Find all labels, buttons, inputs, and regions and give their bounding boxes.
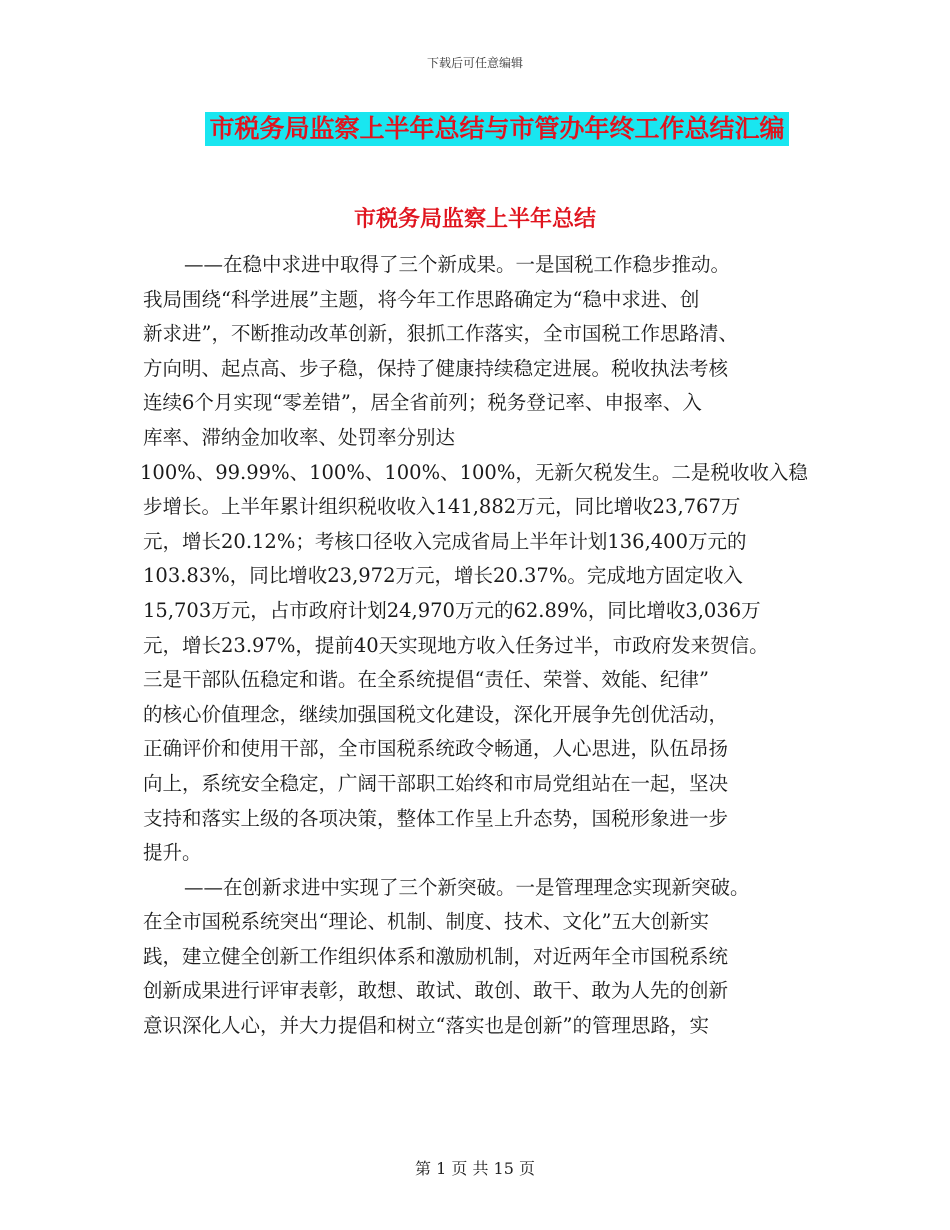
paragraph-line: 15,703万元，占市政府计划24,970万元的62.89%，同比增收3,036万 xyxy=(143,598,761,622)
paragraph-line: 我局围绕“科学进展”主题，将今年工作思路确定为“稳中求进、创 xyxy=(143,287,700,311)
paragraph-line: 支持和落实上级的各项决策，整体工作呈上升态势，国税形象进一步 xyxy=(143,806,729,830)
paragraph-line: 的核心价值理念，继续加强国税文化建设，深化开展争先创优活动， xyxy=(143,702,729,726)
paragraph-line: 创新成果进行评审表彰，敢想、敢试、敢创、敢干、敢为人先的创新 xyxy=(143,979,729,1003)
paragraph-line: 库率、滞纳金加收率、处罚率分别达 xyxy=(143,425,456,449)
paragraph-line: ——在稳中求进中取得了三个新成果。一是国税工作稳步推动。 xyxy=(184,253,731,276)
paragraph-line: 三是干部队伍稳定和谐。在全系统提倡“责任、荣誉、效能、纪律” xyxy=(143,668,709,692)
paragraph-line: 正确评价和使用干部，全市国税系统政令畅通，人心思进，队伍昂扬 xyxy=(143,737,729,761)
paragraph-line: 元，增长20.12%；考核口径收入完成省局上半年计划136,400万元的 xyxy=(143,529,747,553)
header-note: 下载后可任意编辑 xyxy=(426,56,523,70)
paragraph-line: 在全市国税系统突出“理论、机制、制度、技术、文化”五大创新实 xyxy=(143,910,709,934)
paragraph-line: 103.83%，同比增收23,972万元，增长20.37%。完成地方固定收入 xyxy=(143,564,743,588)
paragraph-line: 100%、99.99%、100%、100%、100%，无新欠税发生。二是税收收入稳 xyxy=(140,460,808,484)
paragraph-line: 新求进”，不断推动改革创新，狠抓工作落实，全市国税工作思路清、 xyxy=(143,322,738,346)
body-text xyxy=(140,248,823,1044)
paragraph-line: ——在创新求进中实现了三个新突破。一是管理理念实现新突破。 xyxy=(184,875,750,899)
paragraph-line: 提升。 xyxy=(143,841,202,865)
paragraph-line: 向上，系统安全稳定，广阔干部职工始终和市局党组站在一起，坚决 xyxy=(143,771,729,795)
paragraph-line: 步增长。上半年累计组织税收收入141,882万元，同比增收23,767万 xyxy=(143,495,741,519)
main-title-container xyxy=(0,112,950,146)
paragraph-line: 意识深化人心，并大力提倡和树立“落实也是创新”的管理思路，实 xyxy=(143,1014,709,1038)
paragraph-line: 连续6个月实现“零差错”，居全省前列；税务登记率、申报率、入 xyxy=(143,391,702,415)
paragraph-line: 践，建立健全创新工作组织体系和激励机制，对近两年全市国税系统 xyxy=(143,944,729,968)
main-title: 市税务局监察上半年总结与市管办年终工作总结汇编 xyxy=(205,112,788,146)
page-footer: 第 1 页 共 15 页 xyxy=(415,1159,535,1178)
paragraph-line: 方向明、起点高、步子稳，保持了健康持续稳定进展。税收执法考核 xyxy=(143,356,729,380)
paragraph-line: 元，增长23.97%，提前40天实现地方收入任务过半，市政府发来贺信。 xyxy=(143,633,769,657)
section-title: 市税务局监察上半年总结 xyxy=(353,207,596,232)
